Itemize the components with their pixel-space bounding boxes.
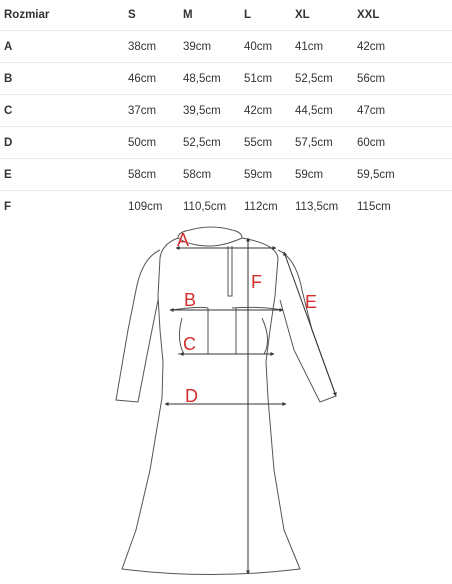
cell-value: 44,5cm: [295, 95, 357, 127]
cell-value: 110,5cm: [183, 200, 227, 213]
cell-value: 51cm: [244, 63, 295, 95]
cell-value: 56cm: [357, 63, 452, 95]
row-label: D: [0, 127, 128, 159]
row-label: A: [0, 31, 128, 63]
table-row: [0, 95, 452, 127]
header-size-s: S: [128, 0, 183, 31]
header-size-label: Rozmiar: [0, 0, 128, 31]
cell-value: 37cm: [128, 95, 183, 127]
cell-value: 112cm: [244, 200, 278, 213]
label-d: D: [185, 386, 198, 406]
cell-value: 59cm: [295, 159, 357, 191]
cell-value: 113,5cm: [295, 200, 339, 213]
cell-value: 52,5cm: [295, 63, 357, 95]
label-a: A: [177, 230, 190, 250]
table-row: [0, 63, 452, 95]
right-sleeve: [278, 250, 336, 402]
row-label: F: [4, 200, 12, 213]
cell-value: 59cm: [244, 159, 295, 191]
header-size-l: L: [244, 0, 295, 31]
row-label: B: [0, 63, 128, 95]
row-label: C: [0, 95, 128, 127]
table-row: [0, 31, 452, 63]
cell-value: 115cm: [357, 200, 391, 213]
size-table-header-row: [0, 0, 452, 31]
table-row: [0, 127, 452, 159]
dress-outline: [116, 227, 336, 575]
placket: [228, 246, 232, 296]
header-size-xxl: XXL: [357, 0, 452, 31]
left-sleeve: [116, 250, 160, 402]
cell-value: 39,5cm: [183, 95, 244, 127]
label-e: E: [305, 292, 318, 312]
cell-value: 57,5cm: [295, 127, 357, 159]
label-b: B: [184, 290, 197, 310]
cell-value: 42cm: [357, 31, 452, 63]
cell-value: 58cm: [183, 159, 244, 191]
cell-value: 59,5cm: [357, 159, 452, 191]
bodice-mid: [208, 308, 236, 354]
cell-value: 60cm: [357, 127, 452, 159]
cell-value: 55cm: [244, 127, 295, 159]
measurement-labels: [177, 230, 317, 406]
cell-value: 109cm: [128, 200, 163, 213]
header-size-m: M: [183, 0, 244, 31]
cell-value: 58cm: [128, 159, 183, 191]
cell-value: 50cm: [128, 127, 183, 159]
dress-measurement-diagram: [0, 222, 452, 584]
cell-value: 38cm: [128, 31, 183, 63]
cell-value: 47cm: [357, 95, 452, 127]
header-size-xl: XL: [295, 0, 357, 31]
cell-value: 46cm: [128, 63, 183, 95]
label-c: C: [183, 334, 196, 354]
dress-body: [122, 238, 300, 575]
cell-value: 48,5cm: [183, 63, 244, 95]
cell-value: 40cm: [244, 31, 295, 63]
measure-e-line: [284, 252, 336, 396]
cell-value: 39cm: [183, 31, 244, 63]
cell-value: 42cm: [244, 95, 295, 127]
label-f: F: [251, 272, 262, 292]
cell-value: 41cm: [295, 31, 357, 63]
table-row: [0, 191, 452, 223]
size-table: [0, 0, 452, 222]
cell-value: 52,5cm: [183, 127, 244, 159]
row-label: E: [0, 159, 128, 191]
table-row: [0, 159, 452, 191]
